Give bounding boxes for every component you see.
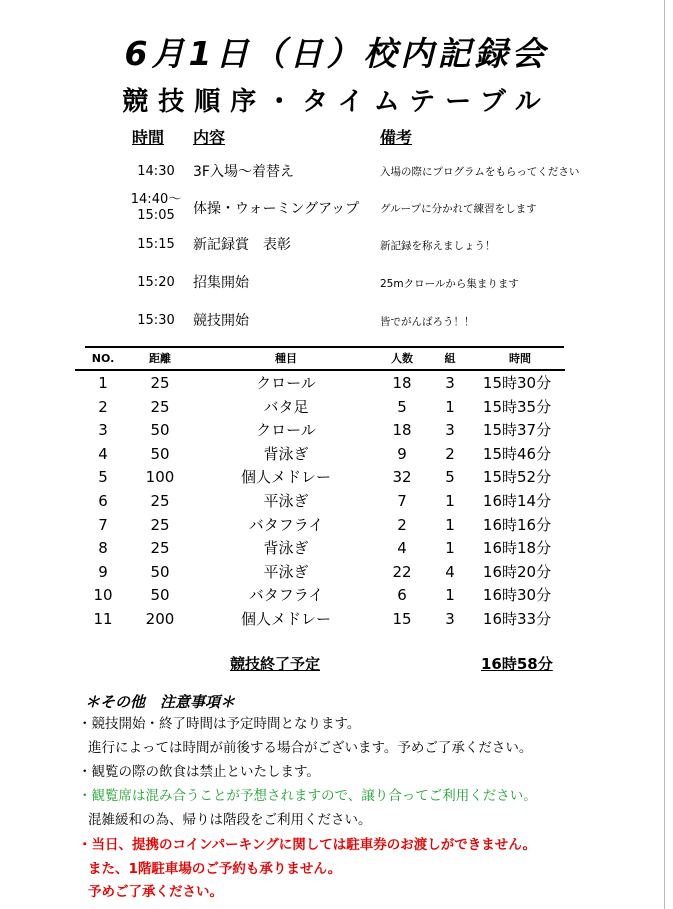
table-row (0, 491, 673, 515)
cell-event: 個人メドレー (240, 468, 331, 487)
table-row (0, 538, 673, 562)
cell-people: 9 (397, 444, 407, 463)
table-row (0, 585, 673, 609)
cell-groups: 3 (445, 421, 455, 440)
cell-time: 16時14分 (482, 492, 552, 510)
cell-time: 15時35分 (482, 397, 552, 416)
cell-people: 22 (392, 562, 412, 581)
schedule-header-content: 内容 (193, 128, 226, 147)
cell-groups: 1 (445, 515, 455, 534)
cell-event: 平泳ぎ (263, 492, 309, 510)
cell-event: 平泳ぎ (263, 562, 309, 581)
schedule-note: 皆でがんばろう！！ (380, 316, 475, 328)
cell-people: 4 (397, 539, 407, 558)
note-line: 混雑緩和の為、帰りは階段をご利用ください。 (88, 812, 372, 828)
table-top-rule (85, 346, 564, 348)
table-row (0, 467, 673, 491)
cell-time: 15時30分 (482, 374, 552, 392)
cell-people: 32 (392, 468, 412, 487)
cell-people: 15 (392, 610, 412, 628)
cell-distance: 50 (150, 562, 170, 581)
table-header-rule (75, 369, 565, 371)
cell-event: クロール (256, 374, 316, 392)
schedule-header-note: 備考 (380, 128, 413, 147)
end-time-value: 16時58分 (481, 655, 553, 673)
notes-title: ＊その他 注意事項＊ (85, 693, 236, 711)
cell-distance: 50 (150, 586, 170, 605)
cell-time: 15時37分 (482, 421, 552, 440)
schedule-header-time: 時間 (132, 128, 165, 147)
schedule-content: 体操・ウォーミングアップ (193, 201, 360, 217)
cell-no: 2 (98, 397, 108, 416)
schedule-note: 25mクロールから集まります (380, 278, 519, 290)
note-line-red: 予めご了承ください。 (88, 884, 223, 900)
cell-no: 11 (93, 610, 113, 628)
page-title: 6月1日（日）校内記録会 (124, 34, 549, 73)
note-line: ・競技開始・終了時間は予定時間となります。 (78, 716, 361, 732)
cell-no: 4 (98, 444, 108, 463)
cell-time: 16時20分 (482, 562, 552, 581)
cell-no: 9 (98, 562, 108, 581)
cell-event: クロール (256, 421, 316, 440)
schedule-note: 入場の際にプログラムをもらってください (380, 166, 580, 178)
cell-people: 6 (397, 586, 407, 605)
page-subtitle: 競技順序・タイムテーブル (122, 87, 551, 117)
table-header-event: 種目 (275, 352, 297, 365)
cell-no: 1 (98, 374, 108, 392)
cell-distance: 200 (145, 610, 175, 628)
table-row (0, 515, 673, 539)
cell-no: 8 (98, 539, 108, 558)
cell-distance: 25 (150, 539, 170, 558)
cell-distance: 100 (145, 468, 175, 487)
table-header-people: 人数 (391, 352, 413, 365)
cell-people: 18 (392, 421, 412, 440)
schedule-note: 新記録を称えましょう！ (380, 240, 496, 252)
cell-distance: 25 (150, 492, 170, 510)
cell-groups: 1 (445, 586, 455, 605)
cell-distance: 50 (150, 444, 170, 463)
cell-groups: 2 (445, 444, 455, 463)
table-header-no: NO. (91, 352, 115, 365)
table-row (0, 420, 673, 444)
cell-no: 10 (93, 586, 113, 605)
cell-event: バタ足 (263, 397, 309, 416)
cell-groups: 4 (445, 562, 455, 581)
cell-no: 6 (98, 492, 108, 510)
table-row (0, 397, 673, 421)
note-line-green: ・観覧席は混み合うことが予想されますので、譲り合ってご利用ください。 (78, 788, 537, 804)
table-row (0, 373, 673, 397)
note-line-red: また、1階駐車場のご予約も承りません。 (88, 861, 342, 877)
schedule-content: 新記録賞 表彰 (193, 237, 291, 253)
schedule-time: 15:15 (137, 237, 175, 252)
table-row (0, 444, 673, 468)
schedule-note: グループに分かれて練習をします (380, 203, 537, 215)
note-line-red: ・当日、提携のコインパーキングに関しては駐車券のお渡しができません。 (78, 837, 537, 853)
end-time-label: 競技終了予定 (230, 655, 321, 673)
cell-event: 背泳ぎ (263, 539, 309, 558)
cell-groups: 3 (445, 610, 455, 628)
note-line: ・観覧の際の飲食は禁止といたします。 (78, 764, 320, 780)
cell-groups: 3 (445, 374, 455, 392)
cell-time: 16時30分 (482, 586, 552, 605)
schedule-time: 14:30 (137, 164, 175, 179)
schedule-time: 15:30 (137, 313, 175, 328)
cell-time: 16時33分 (482, 610, 552, 628)
cell-event: 個人メドレー (240, 610, 331, 628)
cell-groups: 1 (445, 539, 455, 558)
cell-people: 7 (397, 492, 407, 510)
cell-distance: 25 (150, 515, 170, 534)
cell-no: 3 (98, 421, 108, 440)
cell-people: 2 (397, 515, 407, 534)
cell-event: バタフライ (248, 586, 324, 605)
table-row (0, 609, 673, 633)
cell-event: 背泳ぎ (263, 444, 309, 463)
cell-time: 16時16分 (482, 515, 552, 534)
cell-people: 5 (397, 397, 407, 416)
cell-distance: 25 (150, 397, 170, 416)
cell-event: バタフライ (248, 515, 324, 534)
table-row (0, 562, 673, 586)
note-line: 進行によっては時間が前後する場合がございます。予めご了承ください。 (88, 740, 533, 756)
cell-groups: 5 (445, 468, 455, 487)
schedule-time: 15:20 (137, 275, 175, 290)
schedule-content: 3F入場～着替え (193, 164, 294, 180)
cell-distance: 25 (150, 374, 170, 392)
cell-people: 18 (392, 374, 412, 392)
cell-distance: 50 (150, 421, 170, 440)
table-header-distance: 距離 (149, 352, 171, 365)
cell-time: 15時52分 (482, 468, 552, 487)
schedule-content: 招集開始 (193, 275, 249, 291)
table-header-time: 時間 (509, 352, 531, 365)
cell-no: 7 (98, 515, 108, 534)
cell-groups: 1 (445, 492, 455, 510)
cell-time: 15時46分 (482, 444, 552, 463)
schedule-content: 競技開始 (193, 313, 249, 329)
cell-time: 16時18分 (482, 539, 552, 558)
schedule-time: 14:40～ 15:05 (130, 192, 182, 223)
cell-no: 5 (98, 468, 108, 487)
table-header-groups: 組 (444, 352, 456, 365)
cell-groups: 1 (445, 397, 455, 416)
